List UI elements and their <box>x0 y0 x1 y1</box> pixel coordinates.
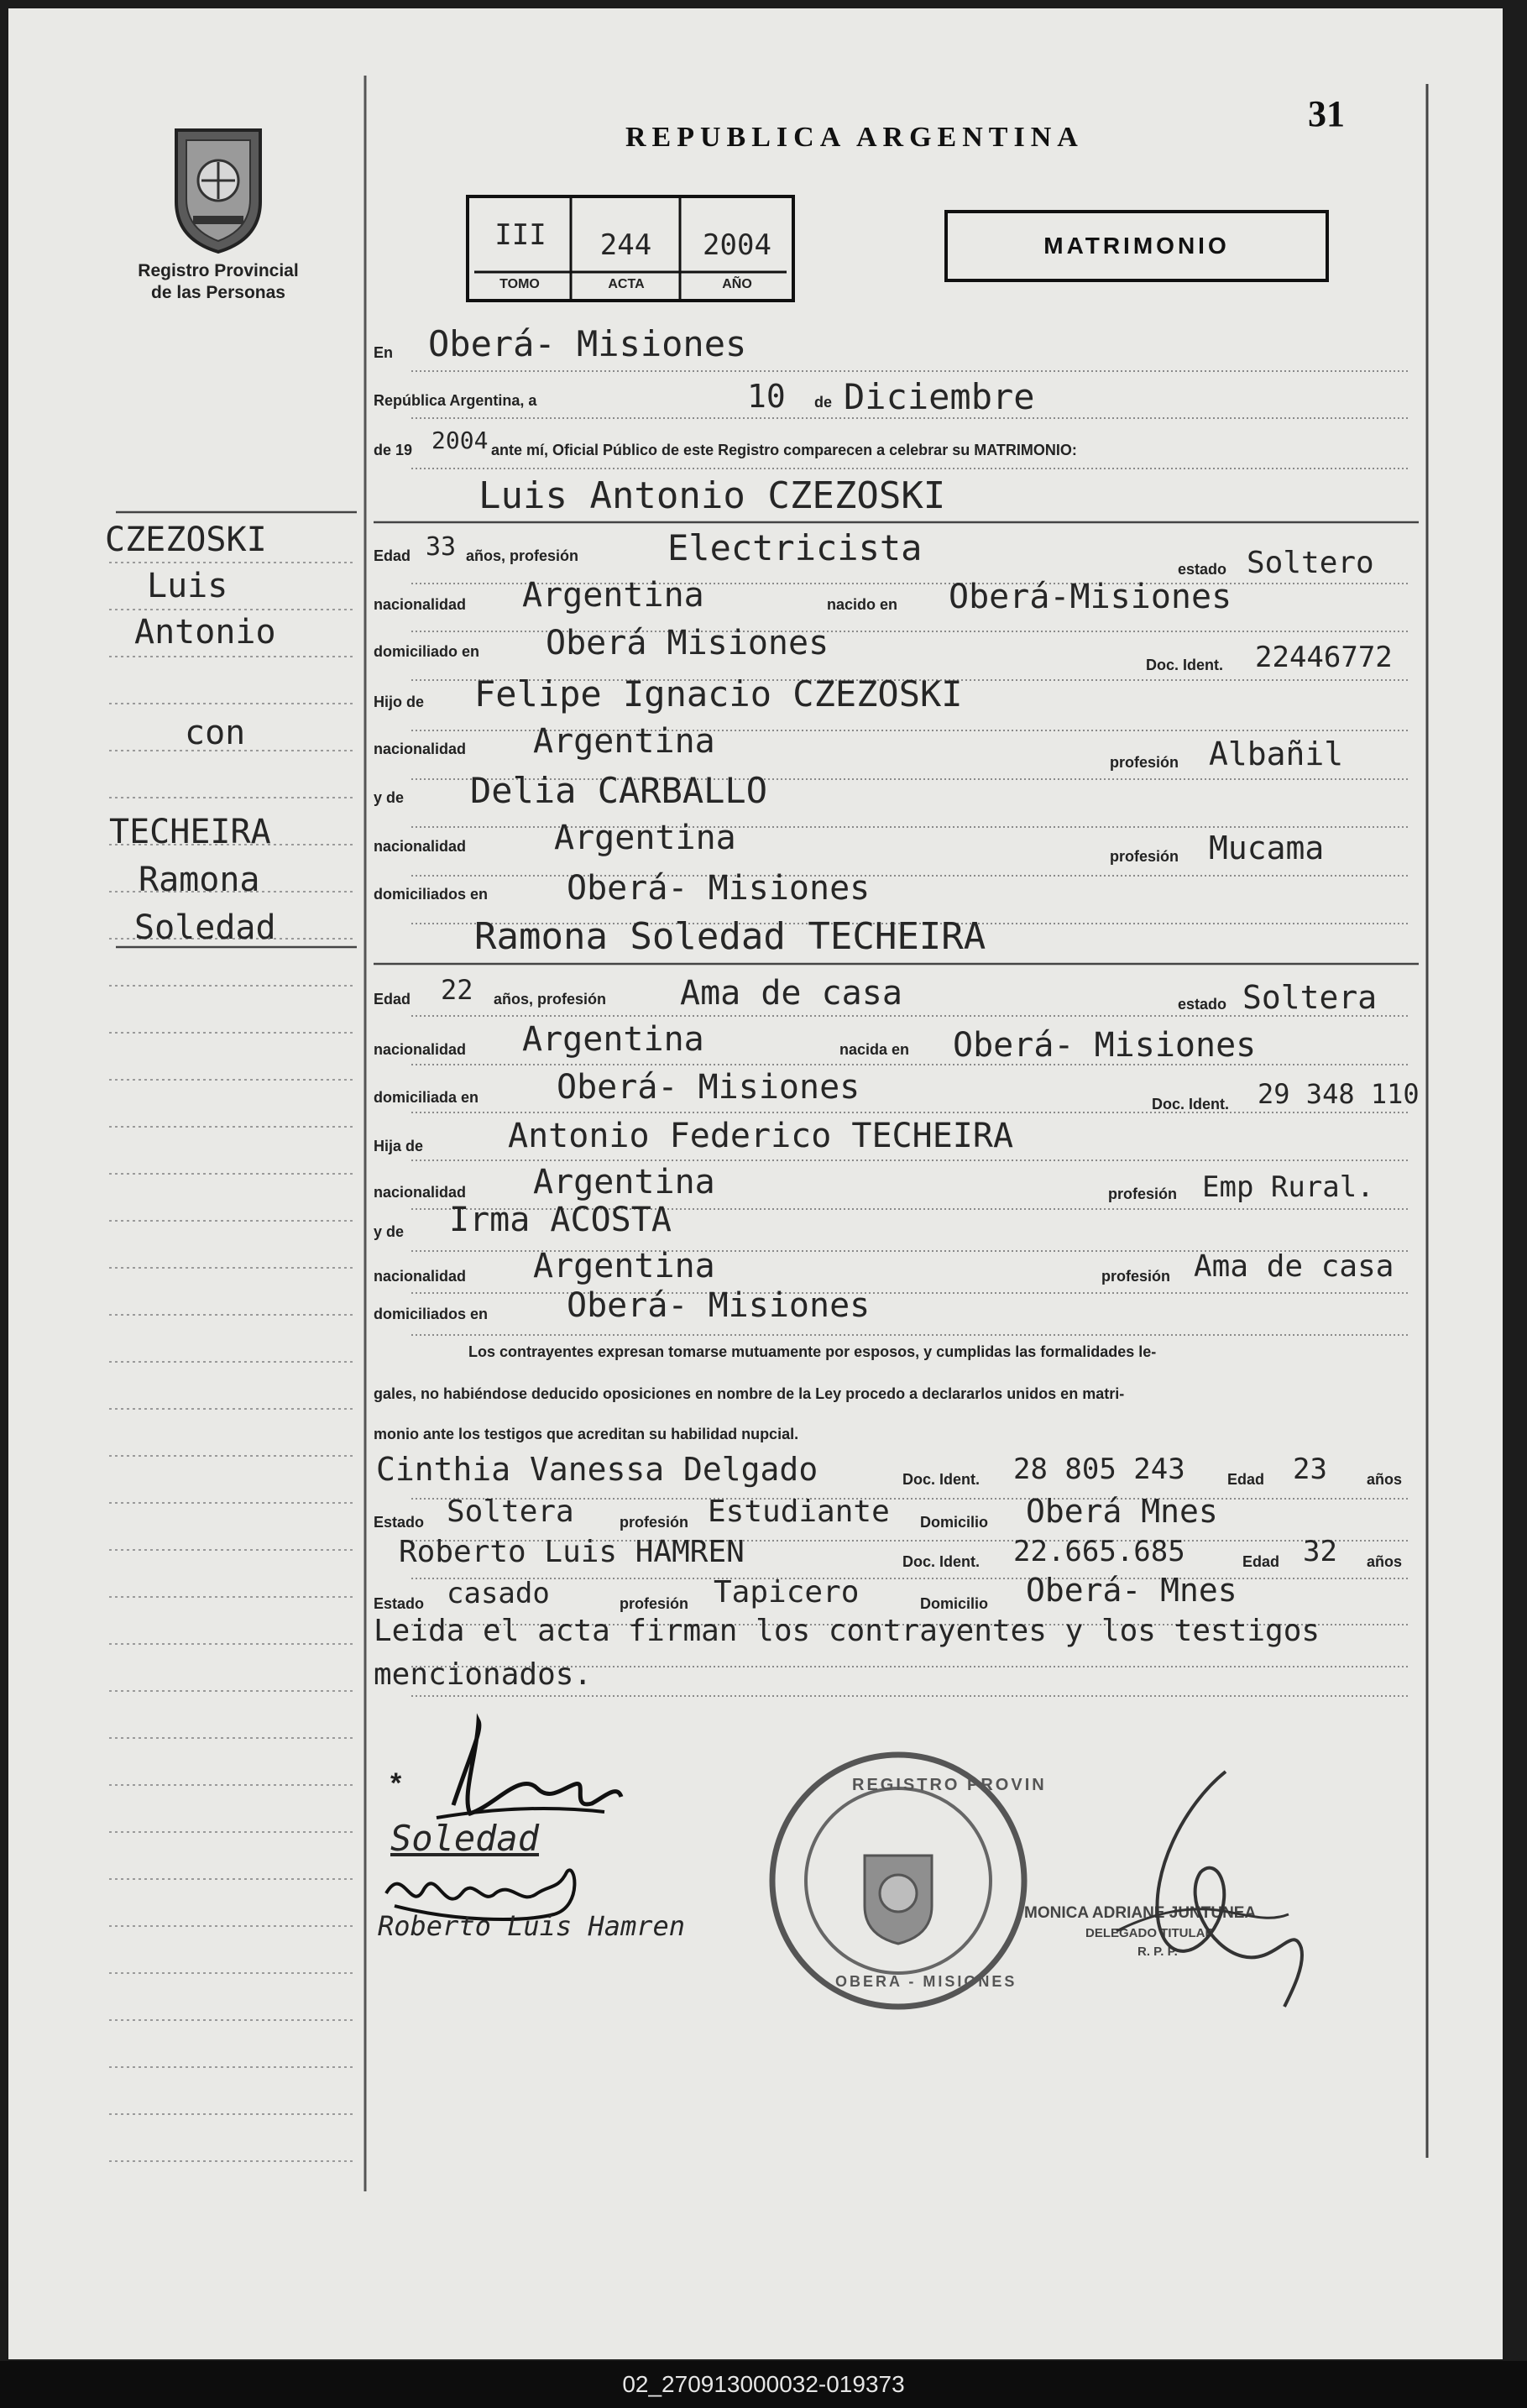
bride-estado-label: estado <box>1178 996 1227 1013</box>
official-sub: R. P. P. <box>1137 1945 1178 1959</box>
groom-address: Oberá Misiones <box>546 624 829 662</box>
bride-mother: Irma ACOSTA <box>449 1201 672 1239</box>
groom-doc: 22446772 <box>1255 641 1393 674</box>
witness1-estado-label: Estado <box>374 1514 425 1531</box>
provincial-emblem-icon <box>168 122 269 256</box>
witness2-anos-label: años <box>1367 1553 1403 1570</box>
witness1-address: Oberá Mnes <box>1026 1493 1218 1530</box>
groom-father-profession: Albañil <box>1209 735 1344 772</box>
groom-doc-label: Doc. Ident. <box>1146 657 1224 673</box>
de-label: de <box>814 394 833 411</box>
closing-line2: mencionados. <box>374 1657 593 1692</box>
groom-mother-profession: Mucama <box>1209 830 1325 866</box>
witness1-anos-label: años <box>1367 1471 1403 1488</box>
witness2-edad-label: Edad <box>1242 1553 1280 1570</box>
bride-doc-label: Doc. Ident. <box>1152 1096 1230 1112</box>
groom-parents-dom-label: domiciliados en <box>374 886 489 903</box>
bride-birthplace: Oberá- Misiones <box>953 1026 1257 1065</box>
en-label: En <box>374 344 394 361</box>
acta-value: 244 <box>599 228 652 262</box>
ano-label: AÑO <box>722 277 752 291</box>
groom-civil-status: Soltero <box>1247 546 1374 580</box>
groom-mother-nat-label: nacionalidad <box>374 838 467 855</box>
bride-edad-label: Edad <box>374 991 411 1008</box>
bride-age: 22 <box>441 974 473 1006</box>
registry-line1: Registro Provincial <box>138 261 299 280</box>
groom-yde-label: y de <box>374 789 405 806</box>
groom-mother-nationality: Argentina <box>554 819 736 857</box>
bride-hija-label: Hija de <box>374 1138 424 1154</box>
bride-parents-address: Oberá- Misiones <box>567 1286 871 1325</box>
margin-name1: Luis <box>147 567 228 605</box>
groom-estado-label: estado <box>1178 561 1227 578</box>
bride-father-nat-label: nacionalidad <box>374 1184 467 1201</box>
witness2-estado-label: Estado <box>374 1595 425 1612</box>
witness1-dom-label: Domicilio <box>920 1514 989 1531</box>
declaration-line3: monio ante los testigos que acreditan su habilidad nupcial. <box>374 1426 799 1442</box>
tomo-value: III <box>494 218 546 252</box>
bride-signature: Soledad <box>390 1818 540 1859</box>
ano-value: 2004 <box>703 228 771 262</box>
groom-father-prof-label: profesión <box>1110 754 1179 771</box>
margin-con: con <box>185 714 246 752</box>
witness1-prof-label: profesión <box>620 1514 689 1531</box>
bride-mother-nationality: Argentina <box>533 1247 715 1285</box>
witness2-doc-label: Doc. Ident. <box>902 1553 981 1570</box>
month-value: Diciembre <box>844 376 1035 417</box>
groom-father-nat-label: nacionalidad <box>374 741 467 757</box>
margin-name3: Ramona <box>139 861 260 899</box>
bride-parents-dom-label: domiciliados en <box>374 1306 489 1322</box>
witness2-doc: 22.665.685 <box>1013 1535 1185 1568</box>
bride-dom-label: domiciliada en <box>374 1089 479 1106</box>
bride-address: Oberá- Misiones <box>557 1068 860 1107</box>
country-title: REPUBLICA ARGENTINA <box>625 122 1084 153</box>
closing-line1: Leida el acta firman los contrayentes y los testigos <box>374 1614 1320 1648</box>
margin-surname2: TECHEIRA <box>109 813 271 851</box>
groom-nat-label: nacionalidad <box>374 596 467 613</box>
day-value: 10 <box>747 378 786 415</box>
bride-doc: 29 348 110 <box>1258 1078 1420 1110</box>
bride-mother-profession: Ama de casa <box>1194 1249 1394 1284</box>
official-name: MONICA ADRIANE JUNTUNEA <box>1024 1904 1257 1922</box>
bride-nationality: Argentina <box>522 1020 704 1059</box>
witness2-address: Oberá- Mnes <box>1026 1572 1237 1609</box>
witness2-signature: Roberto Luis Hamren <box>378 1910 686 1942</box>
page-number: 31 <box>1308 93 1345 134</box>
republica-label: República Argentina, a <box>374 392 537 409</box>
groom-father: Felipe Ignacio CZEZOSKI <box>474 673 963 715</box>
groom-birthplace: Oberá-Misiones <box>949 578 1232 616</box>
groom-father-nationality: Argentina <box>533 722 715 761</box>
bride-anos-prof-label: años, profesión <box>494 991 607 1008</box>
witness1-profession: Estudiante <box>708 1495 890 1529</box>
year-prefix: de 19 <box>374 442 413 458</box>
margin-surname: CZEZOSKI <box>105 521 267 559</box>
witness2-dom-label: Domicilio <box>920 1595 989 1612</box>
bride-father-prof-label: profesión <box>1108 1186 1178 1202</box>
year-value: 2004 <box>431 427 489 454</box>
seal-top-text: REGISTRO PROVIN <box>852 1776 1047 1794</box>
document-page <box>8 8 1503 2359</box>
ante-text: ante mí, Oficial Público de este Registro comparecen a celebrar su MATRIMONIO: <box>491 442 1077 458</box>
declaration-line2: gales, no habiéndose deducido oposiciones en nombre de la Ley procedo a declararlos unidos en matri- <box>374 1385 1125 1402</box>
groom-mother-prof-label: profesión <box>1110 848 1179 865</box>
signature-mark: * <box>390 1767 402 1799</box>
bride-father: Antonio Federico TECHEIRA <box>508 1117 1014 1155</box>
groom-nacido-label: nacido en <box>827 596 898 613</box>
groom-dom-label: domiciliado en <box>374 643 480 660</box>
declaration-line1: Los contrayentes expresan tomarse mutuamente por esposos, y cumplidas las formalidades le- <box>468 1343 1157 1360</box>
bride-father-nationality: Argentina <box>533 1163 715 1201</box>
registry-line2: de las Personas <box>151 283 285 302</box>
seal-bottom-text: OBERA - MISIONES <box>835 1973 1017 1990</box>
groom-age: 33 <box>426 532 457 562</box>
bride-name: Ramona Soledad TECHEIRA <box>474 915 986 958</box>
groom-hijo-label: Hijo de <box>374 694 425 710</box>
witness1-doc: 28 805 243 <box>1013 1453 1185 1486</box>
act-type-box: MATRIMONIO <box>944 210 1329 282</box>
groom-parents-address: Oberá- Misiones <box>567 869 871 908</box>
bride-nat-label: nacionalidad <box>374 1041 467 1058</box>
witness2-civil-status: casado <box>447 1577 550 1610</box>
witness2-age: 32 <box>1303 1535 1337 1568</box>
witness1-doc-label: Doc. Ident. <box>902 1471 981 1488</box>
groom-profession: Electricista <box>667 527 923 568</box>
witness2-name: Roberto Luis HAMREN <box>399 1535 745 1569</box>
bride-mother-prof-label: profesión <box>1101 1268 1171 1285</box>
bride-profession: Ama de casa <box>680 974 902 1013</box>
margin-name4: Soledad <box>134 908 276 947</box>
witness1-age: 23 <box>1293 1453 1327 1486</box>
witness2-profession: Tapicero <box>714 1575 860 1610</box>
groom-nationality: Argentina <box>522 576 704 615</box>
groom-mother: Delia CARBALLO <box>470 770 768 811</box>
margin-name2: Antonio <box>134 613 276 652</box>
file-id-footer: 02_270913000032-019373 <box>0 2361 1527 2408</box>
acta-label: ACTA <box>608 277 645 291</box>
groom-edad-label: Edad <box>374 547 411 564</box>
registry-name <box>118 260 319 304</box>
official-signature <box>1100 1755 1318 2023</box>
bride-civil-status: Soltera <box>1242 979 1378 1016</box>
witness2-prof-label: profesión <box>620 1595 689 1612</box>
witness1-edad-label: Edad <box>1227 1471 1265 1488</box>
witness1-civil-status: Soltera <box>447 1495 574 1529</box>
groom-anos-prof-label: años, profesión <box>466 547 579 564</box>
groom-name: Luis Antonio CZEZOSKI <box>478 474 946 517</box>
bride-yde-label: y de <box>374 1223 405 1240</box>
place-value: Oberá- Misiones <box>428 323 747 364</box>
bride-mother-nat-label: nacionalidad <box>374 1268 467 1285</box>
bride-nacida-label: nacida en <box>839 1041 910 1058</box>
bride-father-profession: Emp Rural. <box>1202 1170 1374 1204</box>
tomo-label: TOMO <box>499 277 540 291</box>
official-title: DELEGADO TITULAR <box>1085 1926 1215 1940</box>
witness1-name: Cinthia Vanessa Delgado <box>376 1451 818 1488</box>
